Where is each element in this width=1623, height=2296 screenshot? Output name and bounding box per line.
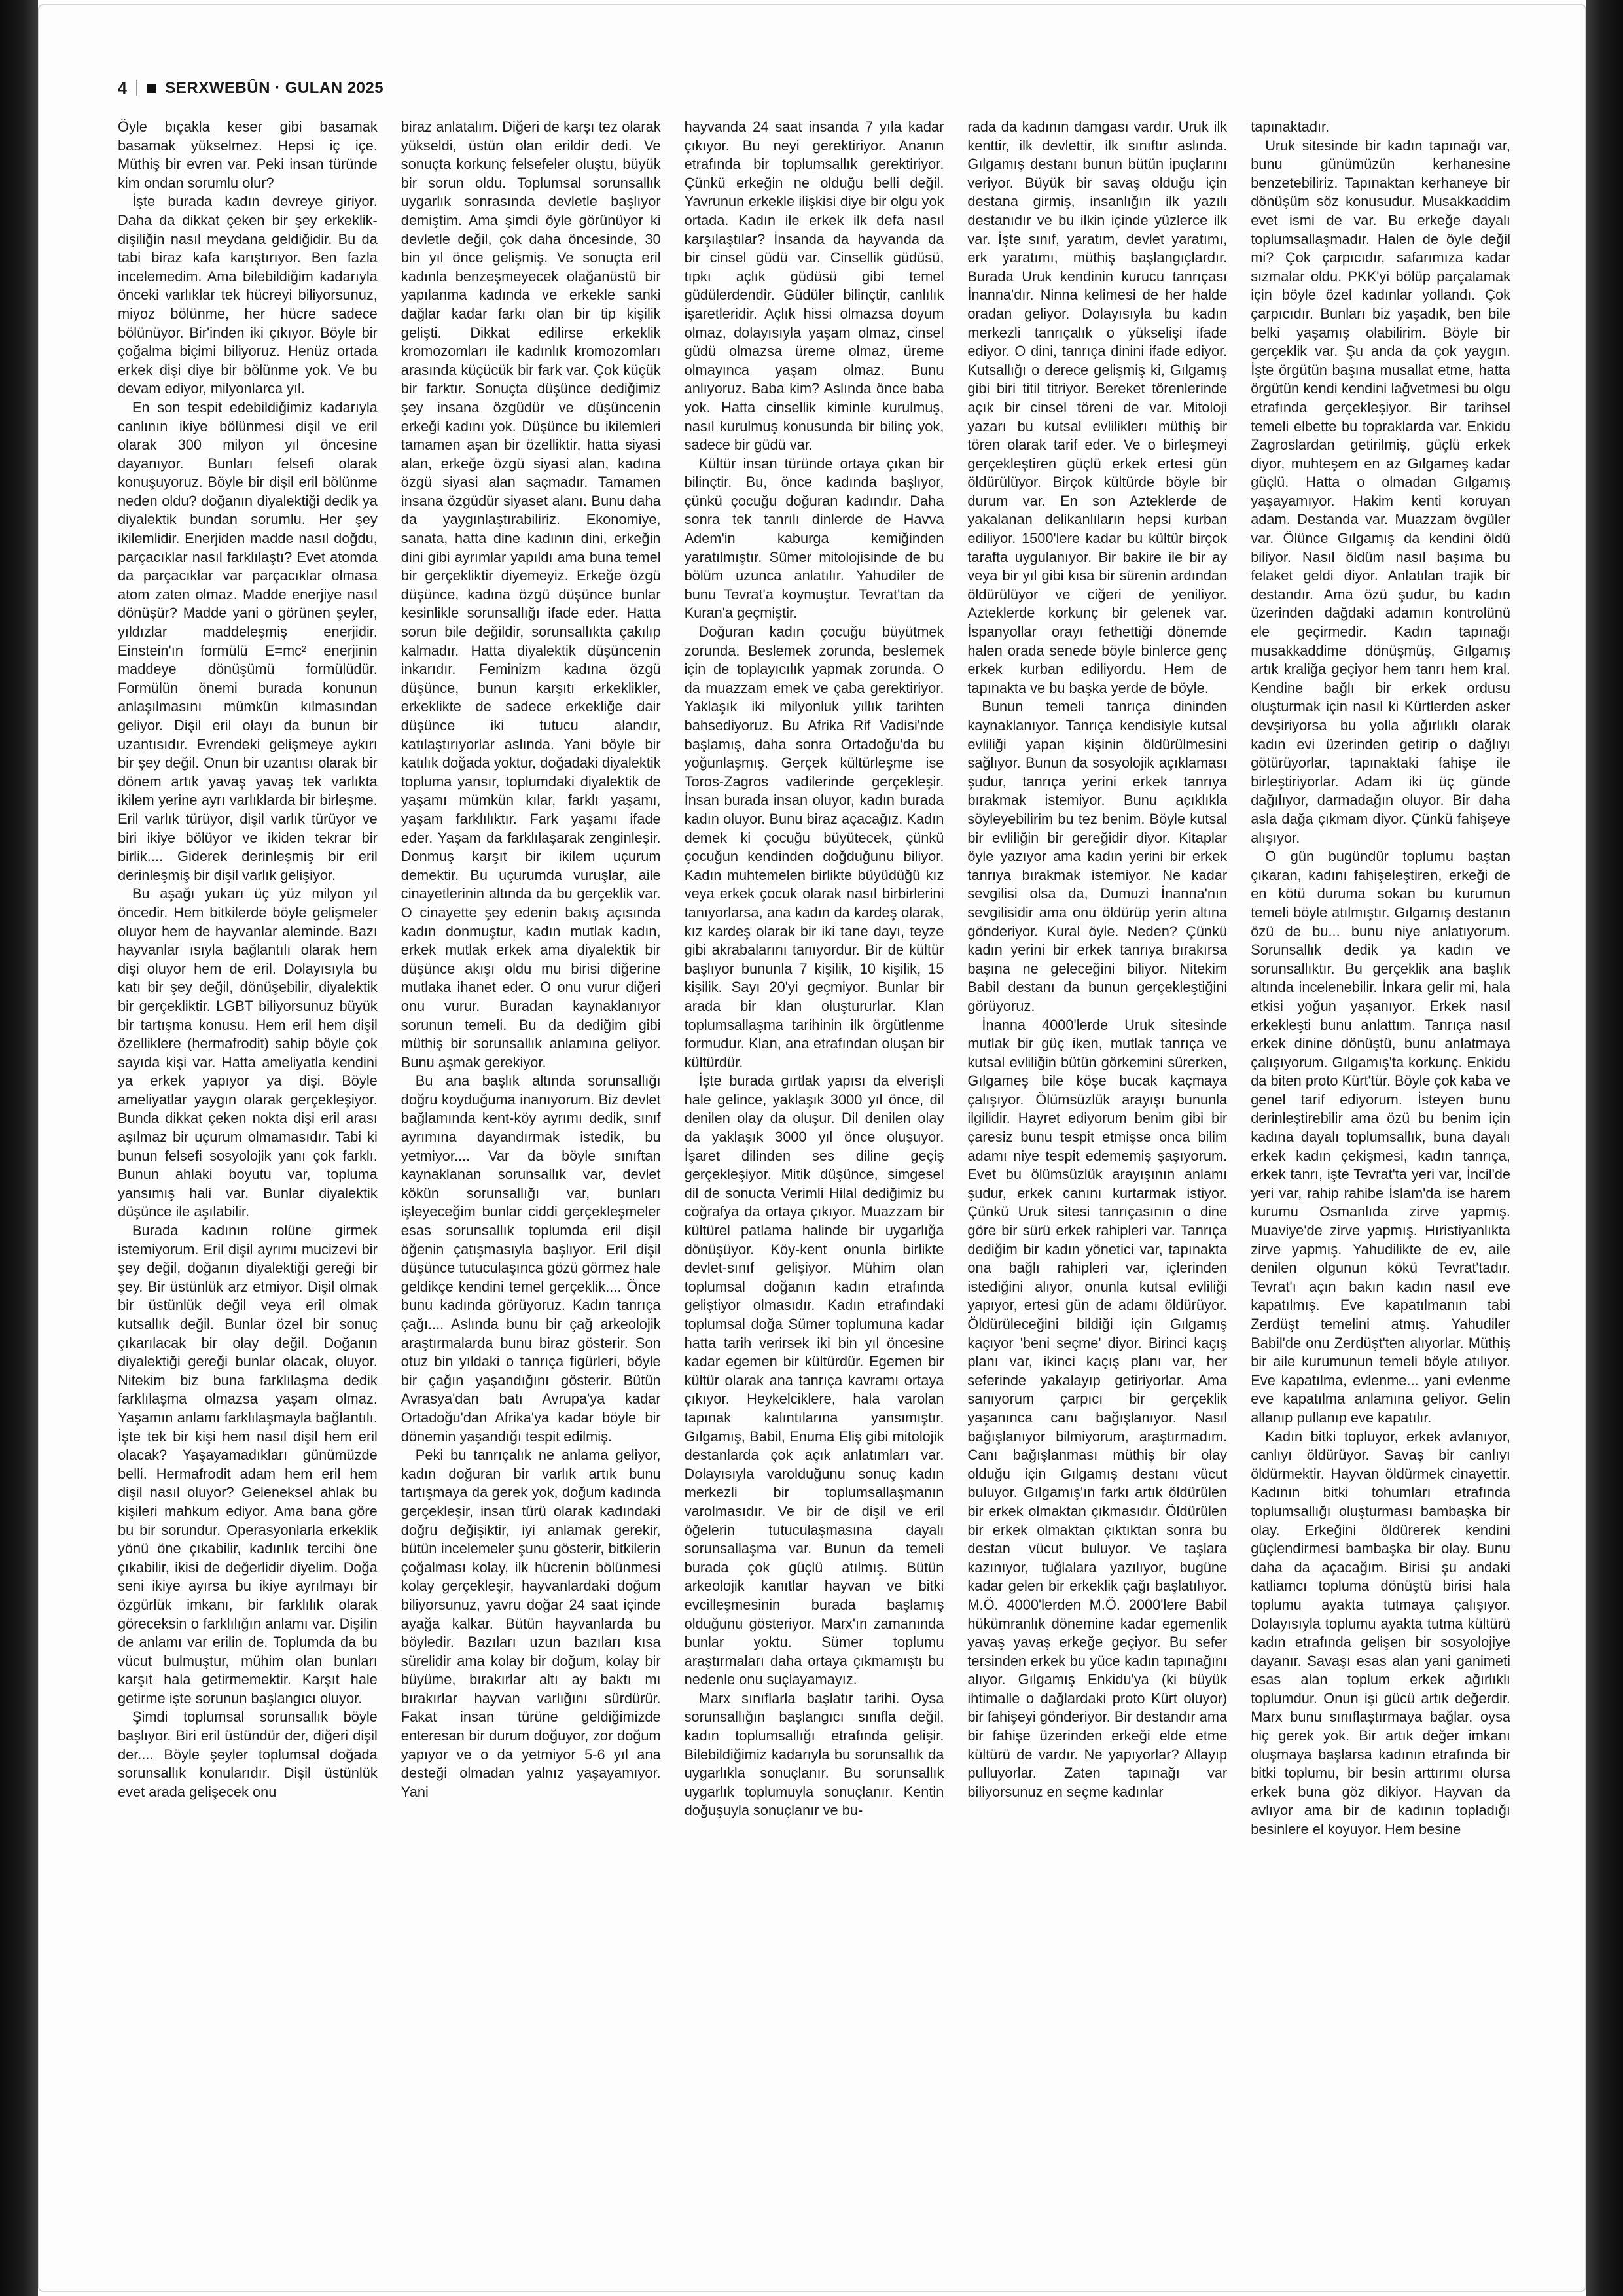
- text-column-1: [118, 118, 378, 2238]
- text-column-4: [967, 118, 1227, 2238]
- text-column-5: [1251, 118, 1510, 2238]
- text-column-3: [685, 118, 944, 2238]
- paragraph: Kadın bitki topluyor, erkek avlanıyor, canlıyı öldürüyor. Savaş bir canlıyı öldürmektir. Hayvan öldürmek cinayettir. Kadının bitki tohumları etrafında toplumsallığı oluşturması bambaşka bir olay. Erkeğini öldürerek kendini güçlendirmesi bambaşka bir olay. Bunu daha da açacağım. Birisi şu andaki katliamcı topluma dönüştü birisi hala toplumu ayakta tutmaya çalışıyor. Dolayısıyla toplumu ayakta tutma kültürü kadın etrafında gelişen bir sosyolojiye dayanır. Savaşı esas alan yani ganimeti esas alan toplum erkek ağırlıklı toplumdur. Onun işi gücü artık değerdir. Marx bunu sınıflaştırmaya bağlar, oysa hiç gerek yok. Bir artık değer imkanı oluşmaya başlarsa kadının etrafında bir bitki toplumu, bir besin arttırımı olursa erkek buna göz dikiyor. Hayvan da avlıyor ama bir de kadının topladığı besinlere el koyuyor. Hem besine: [1251, 1428, 1510, 1838]
- paragraph: tapınaktadır.: [1251, 118, 1330, 135]
- paragraph: Kültür insan türünde ortaya çıkan bir bilinçtir. Bu, önce kadında başlıyor, çünkü çocuğu doğuran kadındır. Daha sonra tek tanrılı dinlerde de Havva Adem'in kaburga kemiğinden yaratılmıştır. Sümer mitolojisinde de bu bölüm uzunca anlatılır. Yahudiler de bunu Tevrat'a koymuştur. Tevrat'tan da Kuran'a geçmiştir.: [684, 455, 944, 622]
- scan-border-left: [0, 0, 38, 2296]
- paragraph: Bu aşağı yukarı üç yüz milyon yıl öncedir. Hem bitkilerde böyle gelişmeler oluyor hem de hayvanlar aleminde. Bazı hayvanlar ısıyla bağlantılı olarak hem dişi oluyor hem de eril. Dolayısıyla bu katı bir şey değil, dönüşebilir, diyalektik bir gerçekliktir. LGBT biliyorsunuz büyük bir tartışma konusu. Hem eril hem dişil özelliklere (hermafrodit) sahip böyle çok sayıda kişi var. Hatta ameliyatla kendini ya erkek yapıyor ya dişi. Böyle ameliyatlar yaygın olarak gerçekleşiyor. Bunda dikkat çeken nokta dişi eril arası aşılmaz bir uçurum olmamasıdır. Tabi ki bunun felsefi sosyolojik yanı çok farklı. Bunun ahlaki boyutu var, topluma yansımış hali var. Bunlar diyalektik düşünce ile aşılabilir.: [118, 885, 378, 1220]
- paragraph: Marx sınıflarla başlatır tarihi. Oysa sorunsallığın başlangıcı sınıfla değil, kadın toplumsallığı etrafında gelişir. Bilebildiğimiz kadarıyla bu sorunsallık da uygarlıkla sonuçlanır. Bu sorunsallık uygarlık toplumuyla sonuçlanır. Kentin doğuşuyla sonuçlanır ve bu-: [684, 1689, 944, 1819]
- paragraph: İşte burada kadın devreye giriyor. Daha da dikkat çeken bir şey erkeklik-dişiliğin nasıl meydana geldiğidir. Bu da tabi biraz kafa karıştırıyor. Ben fazla incelemedim. Ama bilebildiğim kadarıyla önceki varlıklar tek hücreyi biliyorsunuz, miyoz bölünme, her hücre sadece bölünüyor. Bir'inden iki çıkıyor. Böyle bir çoğalma biçimi biliyoruz. Henüz ortada erkek dişi diye bir bölünme yok. Ve bu devam ediyor, milyonlarca yıl.: [118, 193, 378, 397]
- paragraph: Doğuran kadın çocuğu büyütmek zorunda. Beslemek zorunda, beslemek için de toplayıcılık yapmak zorunda. O da muazzam emek ve çaba gerektiriyor. Yaklaşık iki milyonluk yıllık tarihten bahsediyoruz. Bu Afrika Rif Vadisi'nde başlamış, daha sonra Ortadoğu'da bu yoğunlaşmış. Gerçek kültürleşme ise Toros-Zagros vadilerinde gerçekleşir. İnsan burada insan oluyor, kadın burada kadın oluyor. Bunu biraz açacağız. Kadın demek ki çocuğu büyütecek, çünkü çocuğun kendinden doğduğunu biliyor. Kadın muhtemelen birlikte büyüdüğü kız veya erkek çocuk olarak nasıl birbirlerini tanıyorlarsa, ana kadın da kardeş olarak, kız kardeş olarak bir iki tane dayı, teyze gibi akrabalarını tanıyordur. Bir de kültür başlıyor bununla 7 kişilik, 10 kişilik, 15 kişilik. Sayı 20'yi geçmiyor. Bunlar bir arada bir klan oluştururlar. Klan toplumsallaşma tarihinin ilk örgütlenme formudur. Klan, ana etrafından oluşan bir kültürdür.: [684, 624, 944, 1070]
- page-number: 4: [118, 79, 128, 97]
- square-bullet-icon: [147, 84, 156, 93]
- paragraph: Şimdi toplumsal sorunsallık böyle başlıyor. Biri eril üstündür der, diğeri dişil der.... Böyle şeyler toplumsal doğada sorunsallık konularıdır. Dişil üstünlük evet arada gelişecek onu: [118, 1708, 378, 1800]
- paragraph: Peki bu tanrıçalık ne anlama geliyor, kadın doğuran bir varlık artık bunu tartışmaya da gerek yok, doğum kadında gerçekleşir, insan türü olarak kadındaki doğru değişiktir, iyi anlamak gerekir, bütün incelemeler şunu gösterir, bitkilerin çoğalması kolay, ilk hücrenin bölünmesi kolay gerçekleşir, hayvanlardaki doğum biliyorsunuz, yavru doğar 24 saat içinde ayağa kalkar. Bütün hayvanlarda bu böyledir. Bazıları uzun bazıları kısa sürelidir ama kolay bir doğum, kolay bir büyüme, bırakırlar altı ay baktı mı bırakırlar hayvan varlığını sürdürür. Fakat insan türüne geldiğimizde enteresan bir durum doğuyor, zor doğum yapıyor ve o da yetmiyor 5-6 yıl ana desteği olmadan yalnız yaşayamıyor. Yani: [401, 1447, 661, 1800]
- header-divider: [136, 80, 137, 96]
- text-column-2: [401, 118, 661, 2238]
- paragraph: Bu ana başlık altında sorunsallığı doğru koyduğuma inanıyorum. Biz devlet bağlamında kent-köy ayrımı dedik, sınıf ayrımına dayandırmak istedik, bu yetmiyor.... Var da böyle sınıftan kaynaklanan sorunsallık var, devlet kökün sorunsallığı var, bunları işleyeceğim bunlar ciddi gerçekleşmeler esas sorunsallık toplumda eril dişil öğenin çatışmasıyla başlıyor. Eril dişil düşünce tutuculaşınca gözü görmez hale geldikçe kendini temel gerçeklik.... Önce bunu kadında görüyoruz. Kadın tanrıça çağı.... Aslında bunu bir çağ arkeolojik araştırmalarda bunu biraz gösterir. Son otuz bin yıldaki o tanrıça figürleri, böyle bir çağın yaşandığını gösterir. Bütün Avrasya'dan batı Avrupa'ya kadar Ortadoğu'dan Afrika'ya kadar böyle bir dönemin yaşandığı tespit edilmiş.: [401, 1072, 661, 1445]
- paragraph: İşte burada gırtlak yapısı da elverişli hale gelince, yaklaşık 3000 yıl önce, dil denilen olay da oluşur. Dil denilen olay da yaklaşık 3000 yıl önce oluşuyor. İşaret dilinden ses diline geçiş gerçekleşiyor. Mitik düşünce, simgesel dil de sonucta Verimli Hilal dediğimiz bu coğrafya da ortaya çıkıyor. Muazzam bir kültürel patlama halinde bir uygarlığa dönüşüyor. Köy-kent onunla birlikte devlet-sınıf gelişiyor. Mühim olan toplumsal doğanın kadın etrafında geliştiyor olmasıdır. Kadın etrafındaki toplumsal doğa Sümer toplumuna kadar hatta tarih verirsek iki bin yıl öncesine kadar egemen bir kültürdür. Egemen bir kültür olarak ana tanrıça kavramı ortaya çıkıyor. Heykelciklere, hala varolan tapınak kalıntılarına yansımıştır. Gılgamış, Babil, Enuma Eliş gibi mitolojik destanlarda çok açık anlatımları var. Dolayısıyla varolduğunu sonuç kadın merkezli bir toplumsallaşmanın varolmasıdır. Ve bir de dişil ve eril öğelerin tutuculaşmasına dayalı sorunsallaşma var. Bunun da temeli burada çok güçlü atılmış. Bütün arkeolojik kanıtlar hayvan ve bitki evcilleşmesinin burada başlamış olduğunu gösteriyor. Marx'ın zamanında bunlar yoktu. Sümer toplumu araştırmaları daha ortaya çıkmamıştı bu nedenle onu suçlayamayız.: [684, 1072, 944, 1688]
- paragraph: Öyle bıçakla keser gibi basamak basamak yükselmez. Hepsi iç içe. Müthiş bir evren var. Peki insan türünde kim ondan sorumlu olur?: [118, 118, 378, 191]
- paragraph: Uruk sitesinde bir kadın tapınağı var, bunu günümüzün kerhanesine benzetebiliriz. Tapınaktan kerhaneye bir dönüşüm söz konusudur. Musakkaddim evet ismi de var. Bu erkeğe dayalı toplumsallaşmadır. Halen de öyle değil mi? Çok çarpıcıdır, safarımıza kadar sızmalar oldu. PKK'yi bölüp parçalamak için böyle özel kadınlar yollandı. Çok çarpıcıdır. Bunları biz yaşadık, ben bile belki yaşamış olabilirim. Böyle bir gerçeklik var. Şu anda da çok yaygın. İşte örgütün başına musallat etme, hatta örgütün kendi kendini lağvetmesi bu olgu etrafında gerçekleşiyor. Bir tarihsel temeli elbette bu topraklarda var. Enkidu Zagroslardan getirilmiş, güçlü erkek diyor, muhteşem en az Gılgameş kadar güçlü. Hatta o olmadan Gılgamış yaşayamıyor. Hakim kenti koruyan adam. Destanda var. Muazzam övgüler var. Ölünce Gılgamış da kendini öldü biliyor. Nasıl öldüm nasıl başıma bu felaket geldi diyor. Anlatılan trajik bir destandır. Ama özü şudur, bu kadın üzerinden dağdaki adamın kontrolünü ele geçirmedir. Kadın tapınağı musakkaddime dönüşmüş, Gılgamış artık kraliğa geçiyor hem tanrı hem kral. Kendine bağlı bir erkek ordusu oluşturmak için nasıl ki Kürtlerden asker devşiriyorsa bu yolla ağırlıklı olarak kadın evi üzerinden getirip o dağlıyı götürüyorlar, tapınaktaki fahişe ile birleştiriyorlar. Adam iki üç günde dağılıyor, darmadağın oluyor. Bir daha asla dağa çıkmam diyor. Çünkü fahişeye alışıyor.: [1251, 137, 1510, 846]
- paragraph: biraz anlatalım. Diğeri de karşı tez olarak yükseldi, üstün olan erildir dedi. Ve sonuçta korkunç felsefeler oluştu, büyük bir sorun oldu. Toplumsal sorunsallık uygarlık sonrasında devletle başlıyor demiştim. Ama şimdi öyle görünüyor ki devletle değil, çok daha öncesinde, 30 bin yıl önce gelişmiş. Ve sonuçta eril kadınla benzeşmeyecek olağanüstü bir yapılanma kadında ve erkekle sanki dağlar kadar farkı olan bir tip kişilik gelişti. Dikkat edilirse erkeklik kromozomları ile kadınlık kromozomları arasında küçücük bir fark var. Çok küçük bir farktır. Sonuçta düşünce dediğimiz şey insana özgüdür ve düşüncenin erkeği kadını yok. Düşünce bu ikilemleri tamamen aşan bir özelliktir, hatta siyasi alan, erkeğe özgü siyasi alan, kadına özgü siyasi alan saçmadır. Tamamen insana özgüdür siyaset alanı. Bunu daha da yaygınlaştırabiliriz. Ekonomiye, sanata, hatta dine kadının dini, erkeğin dini gibi ayrımlar yapıldı ama buna temel bir gerçekliktir diyemeyiz. Erkeğe özgü düşünce, kadına özgü düşünce bunlar kesinlikle sorunsallığı ifade eder. Hatta sorun bile değildir, sorunsallıkta çakılıp kalmadır. Hatta diyalektik düşüncenin inkarıdır. Feminizm kadına özgü düşünce, bunun karşıtı erkeklikler, erkeklikte de sadece erkekliğe dair düşünce iki tutucu alandır, katılaştırıyorlar aslında. Yani böyle bir katılık doğada yoktur, doğadaki diyalektik topluma yansır, toplumdaki diyalektik de yaşamı mümkün kılar, farklı yaşamı, yaşam farklılıktır. Fark yaşamı ifade eder. Yaşam da farklılaşarak zenginleşir. Donmuş karşıt bir ikilem uçurum demektir. Bu uçurumda vuruşlar, aile cinayetlerinin altında da bu gerçeklik var. O cinayette şey edenin bakış açısında kadın donmuştur, kadın mutlak kadın, erkek mutlak erkek ama diyalektik bir düşünce akışı oldu mu birisi diğerine mutlaka ihanet eder. O onu vurur diğeri onu vurur. Buradan kaynaklanıyor sorunun temeli. Bu da dediğim gibi müthiş bir sorunsallık anlamına geliyor. Bunu aşmak gerekiyor.: [401, 118, 661, 1070]
- paragraph: hayvanda 24 saat insanda 7 yıla kadar çıkıyor. Bu neyi gerektiriyor. Ananın etrafında bir toplumsallık gerektiriyor. Çünkü erkeğin ne olduğu belli değil. Yavrunun erkekle ilişkisi diye bir olgu yok ortada. Kadın ile erkek ilk defa nasıl karşılaştılar? İnsanda da hayvanda da bir cinsel güdü var. Cinsellik güdüsü, tıpkı açlık güdüsü gibi temel güdülerdendir. Güdüler bilinçtir, canlılık işaretleridir. Açlık hissi olmazsa doyum olmaz, dolayısıyla yaşam olmaz, cinsel güdü olmazsa üreme olmaz, üreme olmayınca yaşam olmaz. Bunu anlıyoruz. Baba kim? Aslında önce baba yok. Hatta cinsellik kiminle kurulmuş, nasıl kurulmuş konusunda bir bilinç yok, sadece bir güdü var.: [684, 118, 944, 453]
- paragraph: Bunun temeli tanrıça dininden kaynaklanıyor. Tanrıça kendisiyle kutsal evliliği yapan kişinin öldürülmesini sağlıyor. Bunun da sosyolojik açıklaması şudur, tanrıça yerini erkek tanrıya bırakmak istemiyor. Bunu açıklıkla söyleyebilirim bu tez benim. Böyle kutsal bir evliliğin bir gereğidir diyor. Kitaplar öyle yazıyor ama kadın yerini bir erkek tanrıya bırakmak istemiyor. Ne kadar sevgilisi olsa da, Dumuzi İnanna'nın sevgilisidir ama onu öldürüp yerin altına gönderiyor. Kural öyle. Neden? Çünkü kadın yerini bir erkek tanrıya bırakırsa başına ne geleceğini biliyor. Nitekim Babil destanı da bunun gerçekleştiğini görüyoruz.: [967, 698, 1228, 1014]
- page-header: [118, 73, 383, 103]
- scan-border-right: [1586, 0, 1623, 2296]
- paragraph: O gün bugündür toplumu baştan çıkaran, kadını fahişeleştiren, erkeği de en kötü duruma sokan bu kurumun temeli böyle atılmıştır. Gılgamış destanın özü de bu... bunu niye anlatıyorum. Sorunsallık dedik ya kadın ve sorunsallıktır. Bu gerçeklik ana başlık altında incelenebilir. İnkara gelir mi, hala etkisi yoğun yaşanıyor. Erkek nasıl erkekleşti bunu anlattım. Tanrıça nasıl erkek dinine dönüştü, bunu anlatmaya çalışıyorum. Gılgamış'ta korkunç. Enkidu da biten proto Kürt'tür. Böyle çok kaba ve genel tarif ediyorum. İsteyen bunu derinleştirebilir ama özü bu benim için kadına dayalı toplumsallık, buna dayalı erkek kadın çekişmesi, kadın tanrıça, erkek tanrı, işte Tevrat'ta yeri var, İncil'de yeri var, rahip rahibe İslam'da ise harem kurumu Osmanlıda zirve yapmış. Muaviye'de zirve yapmış. Hıristiyanlıkta zirve yapmış. Yahudilikte de ev, aile denilen olgunun kökü Tevrat'tadır. Tevrat'ı açın bakın kadın nasıl eve kapatılmış. Eve kapatılmanın tabi Zerdüşt temelini atmış. Yahudiler Babil'de onu Zerdüşt'ten alıyorlar. Müthiş bir aile kurumunun temeli böyle atılıyor. Eve kapatılma, evlenme... yani evlenme eve kapatılma anlamına geliyor. Gelin allanıp pullanıp eve kapatılır.: [1251, 848, 1510, 1426]
- paragraph: En son tespit edebildiğimiz kadarıyla canlının ikiye bölünmesi dişil ve eril olarak 300 milyon yıl öncesine dayanıyor. Bunları felsefi olarak konuşuyoruz. Böyle bir dişil eril bölünme neden oldu? doğanın diyalektiği dedik ya diyalektik bundan sorumlu. Her şey ikilemlidir. Enerjiden madde nasıl doğdu, parçacıklar nasıl farklılaştı? Evet atomda da parçacıklar var parçacıklar olmasa atom zaten olmaz. Madde enerjiye nasıl dönüşür? Madde yani o görünen şeyler, yıldızlar maddeleşmiş enerjidir. Einstein'ın formülü E=mc² enerjinin maddeye dönüşümü formülüdür. Formülün önemi burada konunun anlaşılmasını mümkün kılmasından geliyor. Dişil eril olayı da bunun bir uzantısıdır. Evrendeki gelişmeye aykırı bir şey değil. Onun bir uzantısı olarak bir dönem artık yavaş yavaş tek varlıkta ikilem yerine ayrı varlıklarda bir birleşme. Eril varlık türüyor, dişil varlık türüyor ve biri ikiye bölüyor ve ikiden tekrar bir birlik.... Giderek derinleşmiş bir eril derinleşmiş bir dişil varlık gelişiyor.: [118, 398, 378, 883]
- paragraph: İnanna 4000'lerde Uruk sitesinde mutlak bir güç iken, mutlak tanrıça ve kutsal evliliğin bütün görkemini sürerken, Gılgameş bile köşe bucak kaçmaya çalışıyor. Ölümsüzlük arayışı bununla ilgilidir. Hayret ediyorum benim gibi bir çaresiz bunu tespit etmişse onca bilim adamı niye tespit edememiş şaşıyorum. Evet bu ölümsüzlük arayışının anlamı şudur, erkek canını kurtarmak istiyor. Çünkü Uruk sitesi tanrıçasının o dine göre bir sürü erkek rahipleri var. Tanrıça dediğim bir kadın yönetici var, tapınakta ona bağlı rahipleri var, içlerinden istediğini alıyor, onunla kutsal evliliği yapıyor, ertesi gün de adamı öldürüyor. Öldürüleceğini bildiği için Gılgamış kaçıyor 'beni seçme' diyor. Birinci kaçış planı var, ikinci kaçış planı var, her seferinde yakalayıp getiriyorlar. Ama sanıyorum çarpıcı bir gerçeklik yaşanınca canı bağışlanıyor. Nasıl bağışlanıyor bilmiyorum, araştırmadım. Canı bağışlanması müthiş bir olay olduğu için Gılgamış destanı vücut buluyor. Gılgamış'ın farkı artık öldürülen bir erkek olmaktan çıkmasıdır. Öldürülen bir erkek olmaktan çıktıktan sonra bu destan vücut buluyor. Ve taşlara kazınıyor, tuğlalara yazılıyor, bugüne kadar gelen bir erkeklik çağı başlatılıyor. M.Ö. 4000'lerden M.Ö. 2000'lere Babil hükümranlık dönemine kadar egemenlik yavaş yavaş erkeğe geçiyor. Bu sefer tersinden erkek bu yüce kadın tapınağını alıyor. Gılgamış Enkidu'ya (ki büyük ihtimalle o dağlardaki proto Kürt oluyor) bir fahişeyi gönderiyor. Bir destandır ama bir fahişe üzerinden erkeği elde etme kültürü de vardır. Ne yapıyorlar? Allayıp pulluyorlar. Zaten tapınağı var biliyorsunuz en seçme kadınlar: [967, 1016, 1228, 1800]
- publication-name: SERXWEBÛN · GULAN 2025: [165, 79, 384, 97]
- article-body: [118, 118, 1510, 2238]
- paragraph: Burada kadının rolüne girmek istemiyorum. Eril dişil ayrımı mucizevi bir şey değil, doğanın diyalektiği gereği bir şey. Bir üstünlük arz etmiyor. Dişil olmak bir üstünlük değil veya eril olmak kutsallık değil. Bunlar özel bir sonuç çıkarılacak bir olay değil. Doğanın diyalektiği gereği bunlar olacak, oluyor. Nitekim biz buna farklılaşma dedik farklılaşma olmazsa yaşam olmaz. Yaşamın anlamı farklılaşmayla bağlantılı. İşte tek bir kişi hem nasıl dişil hem eril olacak? Yaşayamadıkları günümüzde belli. Hermafrodit adam hem eril hem dişil nasıl oluyor? Geleneksel ahlak bu kişileri mahkum ediyor. Ama bana göre bu bir sorundur. Operasyonlarla erkeklik yönü öne çıkabilir, kadınlık tercihi öne çıkabilir, ikisi de değerlidir diyelim. Doğa seni ikiye ayırsa bu ikiye ayrılmayı bir özgürlük imkanı, bir farklılık olarak göreceksin o farklılığın anlamı var. Dişilin de anlamı var erilin de. Toplumda da bu vücut bulmuştur, mühim olan bunları karşıt hala getirmemektir. Karşıt hale getirme işte sorunun başlangıcı oluyor.: [118, 1222, 378, 1706]
- paragraph: rada da kadının damgası vardır. Uruk ilk kenttir, ilk devlettir, ilk sınıftır aslında. Gılgamış destanı bunun bütün ipuçlarını veriyor. Büyük bir savaş olduğu için destana girmiş, insanlığın ilk yazılı destanıdır ve bu ilkin içinde yüzlerce ilk var. İşte sınıf, yaratım, devlet yaratımı, erk yaratımı, müthiş başlangıçlardır. Burada Uruk kendinin kurucu tanrıçası İnanna'dır. Ninna kelimesi de her halde oradan geliyor. Dolayısıyla bu kadın merkezli tanrıçalık o yükselişi ifade ediyor. O dini, tanrıça dinini ifade ediyor. Kutsallığı o derece gelişmiş ki, Gılgamış gibi biri titil titriyor. Bereket törenlerinde açık bir cinsel töreni de var. Mitoloji yazarı bu kutsal evliliklerı müthiş bir tören olarak tarif eder. Ve o birleşmeyi gerçekleştiren güçlü erkek ertesi gün öldürülüyor. Birçok kültürde böyle bir durum var. En son Azteklerde de yakalanan delikanlıların hepsi kurban ediliyor. 1500'lere kadar bu kültür birçok tarafta uygulanıyor. Bir bakire ile bir ay veya bir yıl gibi kısa bir sürenin ardından öldürülüyor ve ciğeri de yeniliyor. Azteklerde korkunç bir gelenek var. İspanyollar orayı fethettiği dönemde halen orada senede böyle binlerce genç erkek kurban ediliyordu. Hem de tapınakta ve bu başka yerde de böyle.: [967, 118, 1228, 696]
